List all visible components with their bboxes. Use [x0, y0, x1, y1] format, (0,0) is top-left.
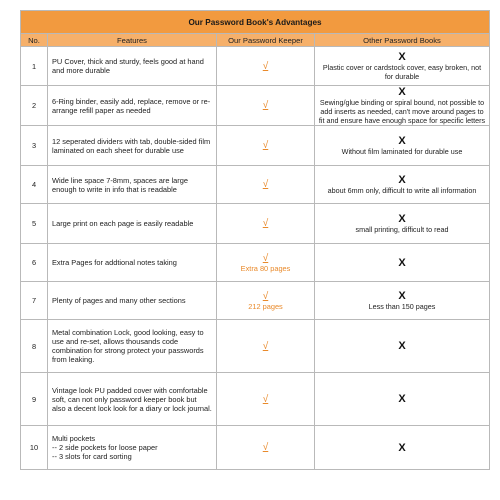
header-no: No. [21, 34, 48, 47]
row-number: 4 [21, 166, 48, 204]
row-number: 2 [21, 86, 48, 126]
other-books-note: Plastic cover or cardstock cover, easy broken, not for durable [322, 63, 482, 81]
feature-cell: Large print on each page is easily readable [48, 204, 217, 244]
feature-cell: Metal combination Lock, good looking, easy to use and re-set, allows thousands code combination for strong protect your passwords from leaking. [48, 320, 217, 373]
checkmark-icon: √ [262, 218, 269, 229]
feature-cell: 6-Ring binder, easily add, replace, remove or re-arrange refill paper as needed [48, 86, 217, 126]
table-title: Our Password Book's Advantages [21, 11, 490, 34]
other-books-note: about 6mm only, difficult to write all information [327, 186, 477, 195]
row-number: 6 [21, 244, 48, 282]
table-row [21, 126, 490, 166]
other-books-cell [315, 373, 490, 426]
table-body [21, 47, 490, 470]
checkmark-icon: √ [262, 442, 269, 453]
row-number: 9 [21, 373, 48, 426]
checkmark-icon: √ [262, 179, 269, 190]
other-books-cell [315, 204, 490, 244]
row-number: 1 [21, 47, 48, 86]
checkmark-icon: √ [262, 100, 269, 111]
other-books-cell [315, 244, 490, 282]
cross-icon: X [398, 51, 406, 63]
table-row [21, 204, 490, 244]
our-keeper-note: 212 pages [248, 301, 283, 311]
our-keeper-cell [217, 426, 315, 470]
other-books-cell [315, 426, 490, 470]
feature-cell: PU Cover, thick and sturdy, feels good at hand and more durable [48, 47, 217, 86]
table-row [21, 47, 490, 86]
checkmark-icon: √ [262, 60, 269, 72]
cross-icon: X [398, 393, 406, 405]
table-row [21, 426, 490, 470]
cross-icon: X [398, 86, 406, 98]
checkmark-icon: √ [262, 140, 269, 151]
table-row [21, 282, 490, 320]
our-keeper-cell [217, 320, 315, 373]
checkmark-icon: √ [262, 252, 269, 264]
row-number: 5 [21, 204, 48, 244]
header-features: Features [48, 34, 217, 47]
feature-cell: 12 seperated dividers with tab, double-sided film laminated on each sheet for durable use [48, 126, 217, 166]
other-books-cell [315, 86, 490, 126]
feature-cell: Multi pockets -- 2 side pockets for loose paper -- 3 slots for card sorting [48, 426, 217, 470]
our-keeper-cell [217, 86, 315, 126]
feature-cell: Extra Pages for addtional notes taking [48, 244, 217, 282]
other-books-note: Less than 150 pages [368, 302, 436, 311]
advantages-table [20, 10, 490, 470]
our-keeper-cell [217, 244, 315, 282]
other-books-note: Sewing/glue binding or spiral bound, not possible to add inserts as needed, can't move around pages to fit and ensure have enough space for specific letters [318, 98, 486, 125]
cross-icon: X [398, 290, 406, 302]
our-keeper-cell [217, 282, 315, 320]
header-other-books: Other Password Books [315, 34, 490, 47]
feature-cell: Vintage look PU padded cover with comfortable soft, can not only password keeper book but also a decent lock look for a diary or lock journal. [48, 373, 217, 426]
our-keeper-cell [217, 204, 315, 244]
checkmark-icon: √ [262, 340, 269, 352]
cross-icon: X [398, 340, 406, 352]
other-books-cell [315, 282, 490, 320]
table-row [21, 320, 490, 373]
other-books-cell [315, 126, 490, 166]
other-books-cell [315, 320, 490, 373]
our-keeper-cell [217, 373, 315, 426]
advantages-table-container [20, 10, 489, 470]
feature-cell: Plenty of pages and many other sections [48, 282, 217, 320]
other-books-note: small printing, difficult to read [355, 225, 449, 234]
cross-icon: X [398, 174, 406, 186]
table-row [21, 166, 490, 204]
cross-icon: X [398, 441, 406, 454]
our-keeper-note: Extra 80 pages [240, 263, 291, 273]
row-number: 3 [21, 126, 48, 166]
row-number: 8 [21, 320, 48, 373]
header-our-keeper: Our Password Keeper [217, 34, 315, 47]
row-number: 7 [21, 282, 48, 320]
our-keeper-cell [217, 47, 315, 86]
feature-cell: Wide line space 7-8mm, spaces are large enough to write in info that is readable [48, 166, 217, 204]
row-number: 10 [21, 426, 48, 470]
other-books-note: Without film laminated for durable use [341, 147, 463, 156]
header-row [21, 34, 490, 47]
cross-icon: X [398, 135, 406, 147]
table-row [21, 244, 490, 282]
our-keeper-cell [217, 126, 315, 166]
our-keeper-cell [217, 166, 315, 204]
checkmark-icon: √ [262, 393, 269, 405]
checkmark-icon: √ [262, 290, 269, 302]
other-books-cell [315, 166, 490, 204]
other-books-cell [315, 47, 490, 86]
table-row [21, 86, 490, 126]
cross-icon: X [398, 213, 406, 225]
table-row [21, 373, 490, 426]
cross-icon: X [398, 256, 406, 269]
